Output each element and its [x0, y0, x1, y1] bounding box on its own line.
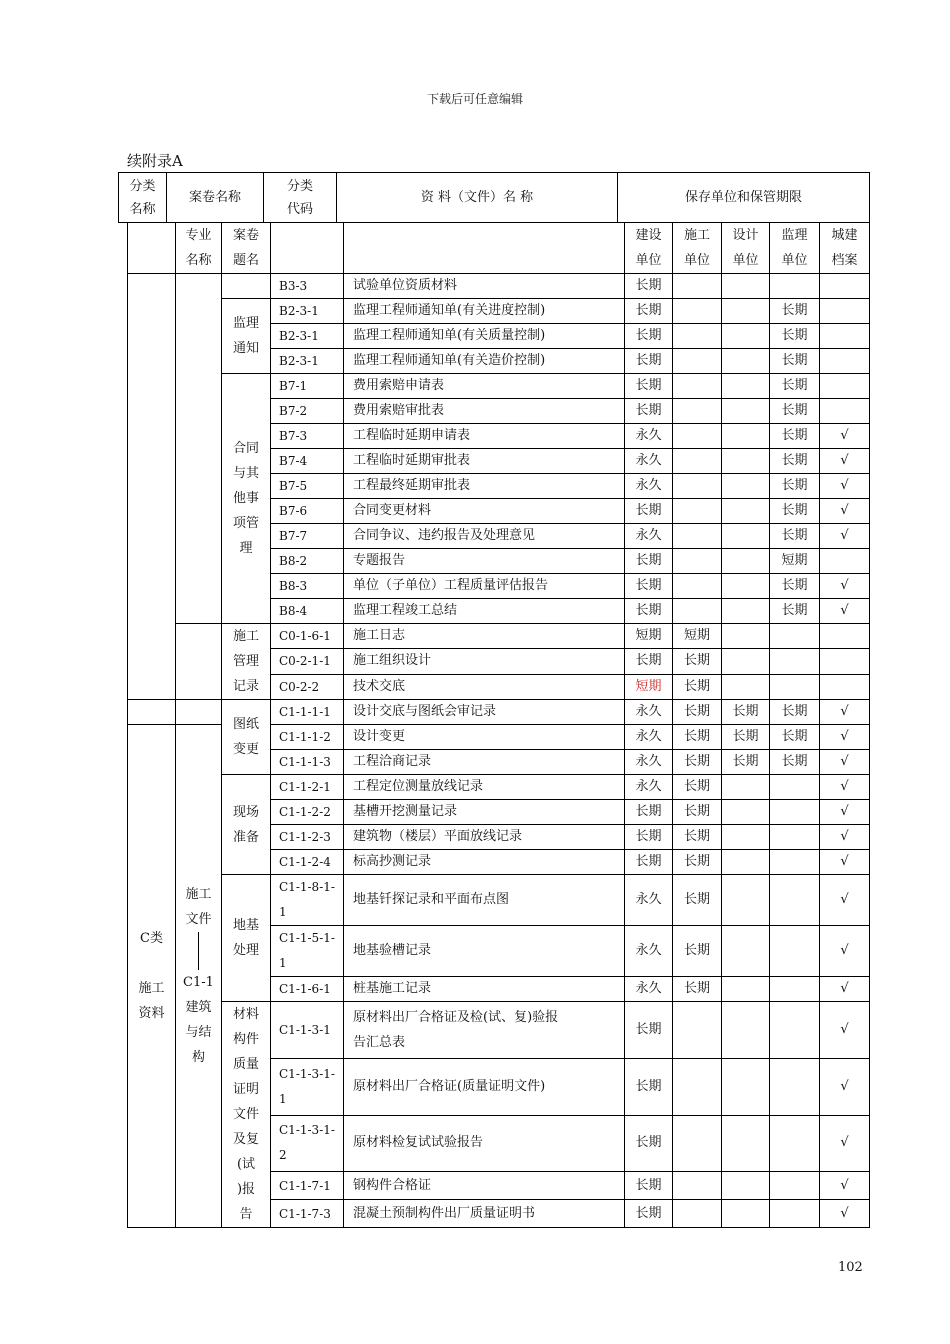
retention-builder-unit — [673, 1200, 722, 1228]
table-row — [128, 1002, 870, 1059]
category-code-cell: B7-6 — [271, 499, 344, 524]
retention-construction-unit: 长期 — [625, 299, 673, 324]
retention-supervision-unit: 长期 — [770, 449, 820, 474]
retention-builder-unit — [673, 449, 722, 474]
category-code-cell: C1-1-1-1 — [271, 700, 344, 725]
retention-design-unit — [722, 574, 770, 599]
header-specialty: 专业 名称 — [176, 223, 222, 274]
retention-construction-unit: 长期 — [625, 1200, 673, 1228]
document-name-cell: 合同变更材料 — [344, 499, 625, 524]
retention-construction-unit: 永久 — [625, 424, 673, 449]
retention-builder-unit — [673, 274, 722, 299]
document-name-cell: 专题报告 — [344, 549, 625, 574]
retention-construction-unit: 永久 — [625, 474, 673, 499]
retention-construction-unit: 长期 — [625, 274, 673, 299]
category-code-cell: C0-2-2 — [271, 674, 344, 699]
retention-builder-unit — [673, 574, 722, 599]
retention-supervision-unit — [770, 649, 820, 674]
retention-design-unit — [722, 549, 770, 574]
retention-supervision-unit — [770, 274, 820, 299]
category-code-cell: C1-1-2-3 — [271, 825, 344, 850]
document-name-cell: 施工组织设计 — [344, 649, 625, 674]
retention-supervision-unit: 长期 — [770, 324, 820, 349]
retention-design-unit — [722, 1115, 770, 1172]
document-name-cell: 设计变更 — [344, 725, 625, 750]
header-volume-name: 案卷名称 — [167, 173, 264, 223]
document-name-cell: 监理工程师通知单(有关质量控制) — [344, 324, 625, 349]
specialty-cell-c1: 施工 文件 C1-1 建筑 与结 构 — [176, 725, 222, 1228]
retention-urban-archive: √ — [820, 1002, 870, 1059]
retention-builder-unit: 长期 — [673, 700, 722, 725]
retention-construction-unit: 永久 — [625, 449, 673, 474]
header-design-unit: 设计 单位 — [722, 223, 770, 274]
header-construction-unit: 建设 单位 — [625, 223, 673, 274]
retention-construction-unit: 短期 — [625, 674, 673, 699]
page-header: 下载后可任意编辑 — [426, 92, 523, 106]
top-header-table — [118, 172, 870, 223]
document-name-cell: 混凝土预制构件出厂质量证明书 — [344, 1200, 625, 1228]
table-row — [128, 374, 870, 399]
retention-construction-unit: 长期 — [625, 574, 673, 599]
retention-builder-unit: 长期 — [673, 850, 722, 875]
archive-table — [127, 222, 870, 1228]
retention-urban-archive: √ — [820, 850, 870, 875]
retention-design-unit — [722, 474, 770, 499]
retention-construction-unit: 永久 — [625, 875, 673, 926]
category-code-cell: C0-1-6-1 — [271, 624, 344, 649]
retention-construction-unit: 长期 — [625, 825, 673, 850]
retention-design-unit: 长期 — [722, 700, 770, 725]
retention-supervision-unit — [770, 800, 820, 825]
group-g4: 图纸 变更 — [222, 700, 271, 775]
document-name-cell: 工程临时延期申请表 — [344, 424, 625, 449]
retention-design-unit — [722, 399, 770, 424]
retention-construction-unit: 永久 — [625, 977, 673, 1002]
category-code-cell: B7-2 — [271, 399, 344, 424]
retention-builder-unit — [673, 474, 722, 499]
retention-urban-archive: √ — [820, 1115, 870, 1172]
category-code-cell: C1-1-7-3 — [271, 1200, 344, 1228]
retention-supervision-unit — [770, 926, 820, 977]
retention-design-unit: 长期 — [722, 725, 770, 750]
retention-supervision-unit: 长期 — [770, 474, 820, 499]
retention-construction-unit: 长期 — [625, 349, 673, 374]
retention-design-unit — [722, 1002, 770, 1059]
retention-supervision-unit — [770, 674, 820, 699]
document-name-cell: 工程临时延期审批表 — [344, 449, 625, 474]
table-row — [128, 274, 870, 299]
group-g2: 合同 与其 他事 项管 理 — [222, 374, 271, 624]
retention-urban-archive — [820, 274, 870, 299]
retention-construction-unit: 长期 — [625, 374, 673, 399]
header-blank-b — [271, 223, 344, 274]
retention-builder-unit: 长期 — [673, 977, 722, 1002]
retention-builder-unit — [673, 524, 722, 549]
retention-supervision-unit — [770, 1002, 820, 1059]
document-name-cell: 合同争议、违约报告及处理意见 — [344, 524, 625, 549]
retention-supervision-unit — [770, 1058, 820, 1115]
group-g7: 材料 构件 质量 证明 文件 及复 (试 )报 告 — [222, 1002, 271, 1228]
retention-supervision-unit: 长期 — [770, 424, 820, 449]
category-code-cell: C1-1-6-1 — [271, 977, 344, 1002]
category-code-cell: C1-1-1-2 — [271, 725, 344, 750]
header-category-name: 分类 名称 — [119, 173, 167, 223]
document-name-cell: 建筑物（楼层）平面放线记录 — [344, 825, 625, 850]
retention-urban-archive — [820, 624, 870, 649]
header-blank-a — [128, 223, 176, 274]
retention-construction-unit: 永久 — [625, 524, 673, 549]
retention-urban-archive: √ — [820, 875, 870, 926]
document-name-cell: 工程最终延期审批表 — [344, 474, 625, 499]
retention-supervision-unit — [770, 850, 820, 875]
class-cell-c: C类 施工 资料 — [128, 725, 176, 1228]
category-code-cell: C0-2-1-1 — [271, 649, 344, 674]
retention-design-unit — [722, 524, 770, 549]
document-name-cell: 监理工程师通知单(有关进度控制) — [344, 299, 625, 324]
document-name-cell: 桩基施工记录 — [344, 977, 625, 1002]
document-name-cell: 设计交底与图纸会审记录 — [344, 700, 625, 725]
retention-urban-archive: √ — [820, 800, 870, 825]
retention-supervision-unit: 长期 — [770, 700, 820, 725]
retention-construction-unit: 长期 — [625, 549, 673, 574]
retention-design-unit — [722, 324, 770, 349]
category-code-cell: B8-4 — [271, 599, 344, 624]
retention-supervision-unit: 长期 — [770, 374, 820, 399]
retention-design-unit — [722, 374, 770, 399]
retention-supervision-unit — [770, 825, 820, 850]
specialty-cell-c — [176, 624, 222, 700]
retention-design-unit — [722, 499, 770, 524]
retention-design-unit — [722, 1200, 770, 1228]
group-blank — [222, 274, 271, 299]
group-g1: 监理 通知 — [222, 299, 271, 374]
table-row — [128, 775, 870, 800]
retention-urban-archive: √ — [820, 926, 870, 977]
document-name-cell: 单位（子单位）工程质量评估报告 — [344, 574, 625, 599]
category-code-cell: B7-5 — [271, 474, 344, 499]
retention-construction-unit: 长期 — [625, 324, 673, 349]
retention-design-unit — [722, 449, 770, 474]
retention-urban-archive — [820, 324, 870, 349]
document-name-cell: 原材料出厂合格证及检(试、复)验报 告汇总表 — [344, 1002, 625, 1059]
retention-construction-unit: 长期 — [625, 1058, 673, 1115]
retention-construction-unit: 长期 — [625, 850, 673, 875]
retention-design-unit — [722, 349, 770, 374]
retention-urban-archive — [820, 549, 870, 574]
category-code-cell: C1-1-3-1 — [271, 1002, 344, 1059]
table-row — [128, 700, 870, 725]
document-name-cell: 监理工程师通知单(有关造价控制) — [344, 349, 625, 374]
retention-builder-unit — [673, 599, 722, 624]
retention-supervision-unit: 长期 — [770, 725, 820, 750]
document-name-cell: 地基验槽记录 — [344, 926, 625, 977]
table-row — [128, 624, 870, 649]
retention-supervision-unit: 长期 — [770, 750, 820, 775]
category-code-cell: B7-4 — [271, 449, 344, 474]
category-code-cell: C1-1-2-1 — [271, 775, 344, 800]
retention-supervision-unit: 长期 — [770, 299, 820, 324]
group-g6: 地基 处理 — [222, 875, 271, 1002]
retention-urban-archive: √ — [820, 977, 870, 1002]
header-volume-title: 案卷 题名 — [222, 223, 271, 274]
retention-builder-unit: 长期 — [673, 674, 722, 699]
specialty-cell-b — [176, 274, 222, 624]
category-code-cell: B7-7 — [271, 524, 344, 549]
category-code-cell: C1-1-3-1- 2 — [271, 1115, 344, 1172]
retention-construction-unit: 长期 — [625, 1002, 673, 1059]
retention-builder-unit: 长期 — [673, 926, 722, 977]
retention-builder-unit — [673, 349, 722, 374]
retention-urban-archive — [820, 674, 870, 699]
retention-design-unit — [722, 649, 770, 674]
retention-builder-unit — [673, 374, 722, 399]
retention-design-unit — [722, 299, 770, 324]
retention-design-unit — [722, 926, 770, 977]
retention-urban-archive: √ — [820, 474, 870, 499]
retention-builder-unit — [673, 549, 722, 574]
retention-construction-unit: 永久 — [625, 725, 673, 750]
retention-urban-archive — [820, 649, 870, 674]
retention-design-unit — [722, 875, 770, 926]
retention-urban-archive — [820, 374, 870, 399]
retention-construction-unit: 长期 — [625, 1115, 673, 1172]
table-caption: 续附录A — [127, 152, 183, 170]
retention-builder-unit: 长期 — [673, 800, 722, 825]
retention-builder-unit: 长期 — [673, 750, 722, 775]
retention-builder-unit — [673, 1058, 722, 1115]
category-code-cell: B7-3 — [271, 424, 344, 449]
retention-supervision-unit: 长期 — [770, 574, 820, 599]
retention-supervision-unit — [770, 775, 820, 800]
document-name-cell: 试验单位资质材料 — [344, 274, 625, 299]
retention-design-unit: 长期 — [722, 750, 770, 775]
category-code-cell: C1-1-2-2 — [271, 800, 344, 825]
retention-urban-archive: √ — [820, 499, 870, 524]
retention-builder-unit — [673, 299, 722, 324]
retention-design-unit — [722, 850, 770, 875]
retention-builder-unit — [673, 324, 722, 349]
retention-urban-archive — [820, 399, 870, 424]
retention-builder-unit: 长期 — [673, 775, 722, 800]
retention-construction-unit: 永久 — [625, 700, 673, 725]
retention-supervision-unit — [770, 1200, 820, 1228]
retention-construction-unit: 永久 — [625, 775, 673, 800]
retention-design-unit — [722, 674, 770, 699]
retention-design-unit — [722, 825, 770, 850]
retention-construction-unit: 永久 — [625, 926, 673, 977]
category-code-cell: B3-3 — [271, 274, 344, 299]
category-code-cell: C1-1-8-1- 1 — [271, 875, 344, 926]
retention-design-unit — [722, 1058, 770, 1115]
retention-urban-archive — [820, 299, 870, 324]
retention-design-unit — [722, 274, 770, 299]
retention-design-unit — [722, 800, 770, 825]
table-row — [128, 299, 870, 324]
retention-design-unit — [722, 599, 770, 624]
retention-urban-archive: √ — [820, 574, 870, 599]
retention-construction-unit: 长期 — [625, 649, 673, 674]
retention-construction-unit: 长期 — [625, 1172, 673, 1200]
retention-construction-unit: 长期 — [625, 800, 673, 825]
group-g5: 现场 准备 — [222, 775, 271, 875]
retention-design-unit — [722, 424, 770, 449]
document-name-cell: 费用索赔审批表 — [344, 399, 625, 424]
document-name-cell: 监理工程竣工总结 — [344, 599, 625, 624]
retention-design-unit — [722, 1172, 770, 1200]
retention-supervision-unit — [770, 624, 820, 649]
table-row — [128, 875, 870, 926]
category-code-cell: B8-3 — [271, 574, 344, 599]
category-code-cell: C1-1-1-3 — [271, 750, 344, 775]
retention-urban-archive — [820, 349, 870, 374]
retention-urban-archive: √ — [820, 750, 870, 775]
specialty-blank-row — [176, 700, 222, 725]
retention-supervision-unit: 长期 — [770, 349, 820, 374]
category-code-cell: B2-3-1 — [271, 299, 344, 324]
header-document-name: 资 料（文件）名 称 — [337, 173, 618, 223]
retention-builder-unit — [673, 1115, 722, 1172]
document-name-cell: 基槽开挖测量记录 — [344, 800, 625, 825]
document-name-cell: 技术交底 — [344, 674, 625, 699]
category-code-cell: B8-2 — [271, 549, 344, 574]
category-code-cell: B7-1 — [271, 374, 344, 399]
retention-builder-unit: 短期 — [673, 624, 722, 649]
class-cell-b — [128, 274, 176, 700]
document-name-cell: 施工日志 — [344, 624, 625, 649]
document-name-cell: 工程洽商记录 — [344, 750, 625, 775]
retention-urban-archive: √ — [820, 599, 870, 624]
retention-urban-archive: √ — [820, 775, 870, 800]
document-name-cell: 地基钎探记录和平面布点图 — [344, 875, 625, 926]
retention-supervision-unit — [770, 1115, 820, 1172]
retention-construction-unit: 长期 — [625, 499, 673, 524]
retention-supervision-unit: 短期 — [770, 549, 820, 574]
retention-urban-archive: √ — [820, 825, 870, 850]
group-g3: 施工 管理 记录 — [222, 624, 271, 700]
header-blank-c — [344, 223, 625, 274]
retention-design-unit — [722, 775, 770, 800]
retention-supervision-unit: 长期 — [770, 524, 820, 549]
document-name-cell: 原材料出厂合格证(质量证明文件) — [344, 1058, 625, 1115]
retention-construction-unit: 短期 — [625, 624, 673, 649]
retention-construction-unit: 长期 — [625, 599, 673, 624]
header-category-code: 分类 代码 — [264, 173, 337, 223]
document-name-cell: 费用索赔申请表 — [344, 374, 625, 399]
retention-builder-unit — [673, 1172, 722, 1200]
retention-builder-unit — [673, 424, 722, 449]
document-name-cell: 工程定位测量放线记录 — [344, 775, 625, 800]
retention-urban-archive: √ — [820, 449, 870, 474]
retention-urban-archive: √ — [820, 524, 870, 549]
retention-design-unit — [722, 624, 770, 649]
retention-builder-unit: 长期 — [673, 875, 722, 926]
retention-supervision-unit: 长期 — [770, 399, 820, 424]
retention-builder-unit — [673, 399, 722, 424]
retention-construction-unit: 永久 — [625, 750, 673, 775]
retention-builder-unit: 长期 — [673, 725, 722, 750]
retention-urban-archive: √ — [820, 424, 870, 449]
retention-builder-unit: 长期 — [673, 649, 722, 674]
retention-urban-archive: √ — [820, 1058, 870, 1115]
header-retention: 保存单位和保管期限 — [618, 173, 870, 223]
retention-supervision-unit: 长期 — [770, 499, 820, 524]
header-builder-unit: 施工 单位 — [673, 223, 722, 274]
document-name-cell: 原材料检复试试验报告 — [344, 1115, 625, 1172]
header-supervision-unit: 监理 单位 — [770, 223, 820, 274]
retention-design-unit — [722, 977, 770, 1002]
document-name-cell: 钢构件合格证 — [344, 1172, 625, 1200]
retention-supervision-unit — [770, 875, 820, 926]
retention-construction-unit: 长期 — [625, 399, 673, 424]
retention-urban-archive: √ — [820, 700, 870, 725]
retention-supervision-unit — [770, 977, 820, 1002]
category-code-cell: B2-3-1 — [271, 324, 344, 349]
category-code-cell: C1-1-2-4 — [271, 850, 344, 875]
retention-builder-unit — [673, 1002, 722, 1059]
page-number: 102 — [838, 1260, 863, 1275]
retention-builder-unit — [673, 499, 722, 524]
retention-urban-archive: √ — [820, 1200, 870, 1228]
header-urban-archive: 城建 档案 — [820, 223, 870, 274]
retention-supervision-unit — [770, 1172, 820, 1200]
document-name-cell: 标高抄测记录 — [344, 850, 625, 875]
retention-builder-unit: 长期 — [673, 825, 722, 850]
category-code-cell: C1-1-5-1- 1 — [271, 926, 344, 977]
retention-urban-archive: √ — [820, 725, 870, 750]
category-code-cell: C1-1-3-1- 1 — [271, 1058, 344, 1115]
retention-supervision-unit: 长期 — [770, 599, 820, 624]
category-code-cell: C1-1-7-1 — [271, 1172, 344, 1200]
class-blank-row — [128, 700, 176, 725]
category-code-cell: B2-3-1 — [271, 349, 344, 374]
retention-urban-archive: √ — [820, 1172, 870, 1200]
